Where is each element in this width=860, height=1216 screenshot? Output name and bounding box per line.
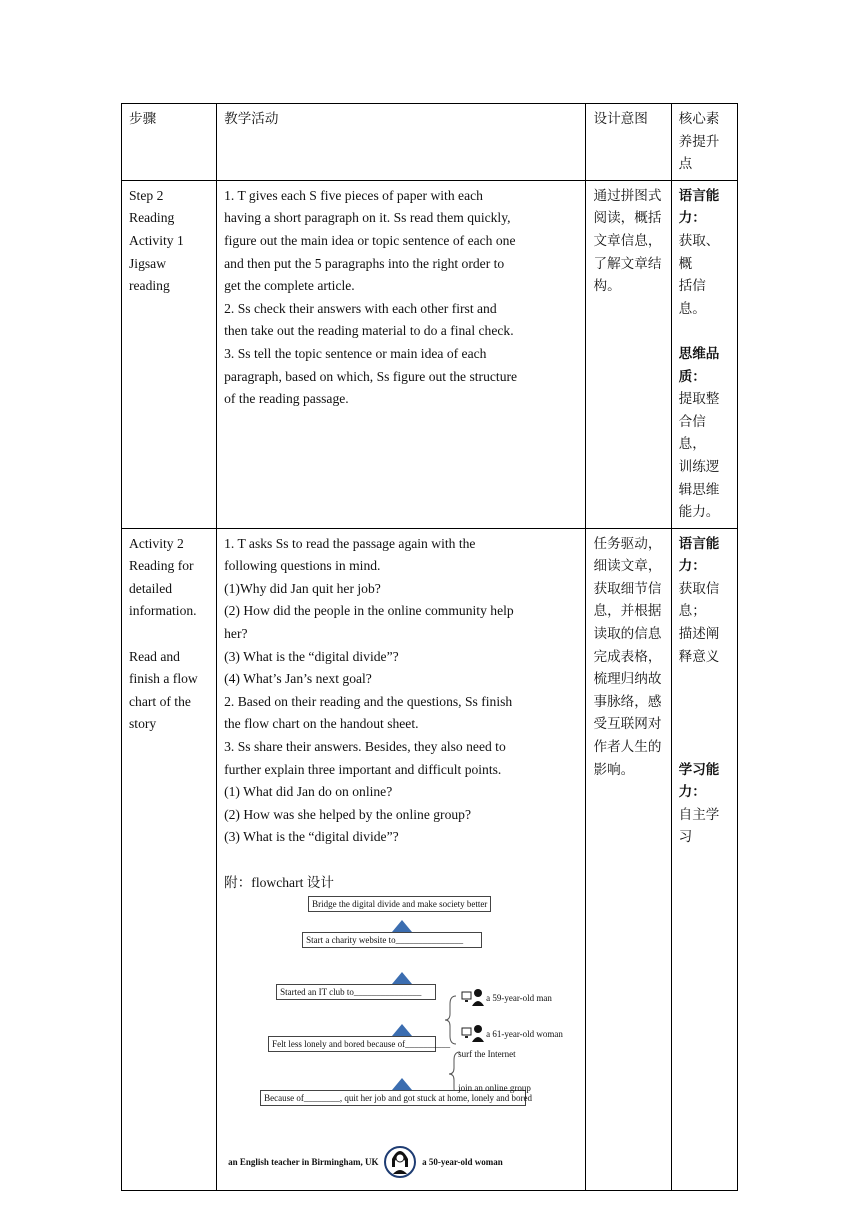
text-line: and then put the 5 paragraphs into the right order to [224,255,505,271]
row1-activity [217,180,586,528]
header-intent: 设计意图 [586,104,671,181]
text-line: 文章信息， [593,232,662,248]
header-row [122,104,738,181]
text-line: get the complete article. [224,278,355,294]
text-line: 训练逻 [678,458,720,474]
flowchart-caption: 附：flowchart 设计 [224,874,334,890]
text-line: 括信息。 [678,278,706,316]
text-line: Read and [129,648,180,664]
row1-core-thinking-title [679,343,730,388]
text-line: 自主学 [678,806,720,822]
flowchart-box-website: Start a charity website to_______________ [302,932,482,948]
text-line: 了解文章结 [593,255,662,271]
text-line: (3) What is the “digital divide”? [224,648,399,664]
text-line: 任务驱动， [593,535,662,551]
text-line: 构。 [593,278,621,294]
text-line: 力： [678,558,706,574]
text-line: 语言能 [678,535,720,551]
text-line: 释意义 [678,648,720,664]
text-line: information. [129,603,197,619]
text-line: further explain three important and difficult points. [224,761,502,777]
text-line: her? [224,626,248,642]
text-line: 2. Ss check their answers with each other first and [224,300,497,316]
row2-core-learning-body [679,804,730,849]
text-line: 思维品 [678,345,720,361]
text-line: 梳理归纳故 [593,671,662,687]
text-line: 获取、概 [678,232,720,271]
text-line: reading [129,278,170,294]
text-block [593,533,663,782]
row1-core-thinking-body [679,388,730,524]
label-50-woman: a 50-year-old woman [422,1157,503,1168]
text-line: 描述阐 [678,626,720,642]
text-line: 通过拼图式 [593,187,662,203]
text-line: the flow chart on the handout sheet. [224,716,419,732]
text-line: 合信息， [678,413,706,452]
text-line: 获取信 [678,580,720,596]
row1-core-language-title [679,185,730,230]
text-line: 力： [678,784,706,800]
flowchart-box-itclub: Started an IT club to_______________ [276,984,436,1000]
text-line: story [129,716,157,732]
text-block [129,533,209,623]
row-activity-2 [122,528,738,1191]
text-line: chart of the [129,693,191,709]
text-line: Jigsaw [129,255,167,271]
text-block [224,185,578,411]
text-line: 辑思维 [678,481,720,497]
label-61-woman: a 61-year-old woman [486,1029,563,1040]
text-line: detailed [129,580,173,596]
text-line: 阅读，概括 [593,210,662,226]
text-line: (2) How was she helped by the online group? [224,806,472,822]
text-line: (4) What’s Jan’s next goal? [224,671,372,687]
header-core: 核心素养提升点 [671,104,737,181]
text-line: 事脉络，感 [593,693,662,709]
text-line: 完成表格， [593,648,662,664]
text-line: 1. T gives each S five pieces of paper with each [224,187,483,203]
text-line: 学习能 [678,761,720,777]
text-line: Step 2 [129,187,164,203]
text-line: following questions in mind. [224,558,381,574]
text-line: (3) What is the “digital divide”? [224,829,399,845]
text-line: 习 [678,829,693,845]
flowchart-box-lonely: Felt less lonely and bored because of__________ [268,1036,436,1052]
text-line: figure out the main idea or topic sentence of each one [224,232,516,248]
label-surf: surf the Internet [458,1049,516,1060]
computer-person-icon-2 [462,1025,484,1042]
row2-step [122,528,217,1191]
text-line: 质： [678,368,706,384]
text-line: 息，并根据 [593,603,662,619]
flowchart-box-goal: Bridge the digital divide and make society better [308,896,491,912]
flowchart-box-cause: Because of________, quit her job and got stuck at home, lonely and bored [260,1090,526,1106]
text-line: 影响。 [593,761,635,777]
text-line: 获取细节信 [593,580,662,596]
text-block [224,533,578,849]
row-activity-1 [122,180,738,528]
header-step: 步骤 [122,104,217,181]
label-59-man: a 59-year-old man [486,993,552,1004]
row2-core-learning-title [679,759,730,804]
header-activity: 教学活动 [217,104,586,181]
text-line: 能力。 [678,504,720,520]
text-line: 3. Ss share their answers. Besides, they also need to [224,739,506,755]
text-line: of the reading passage. [224,391,349,407]
text-line: then take out the reading material to do a final check. [224,323,514,339]
row2-intent [586,528,671,1191]
flowchart [224,896,564,1186]
text-line: 作者人生的 [593,739,662,755]
text-line: (1) What did Jan do on online? [224,784,393,800]
text-line: 1. T asks Ss to read the passage again with the [224,535,476,551]
lesson-plan-table [121,103,738,1191]
text-line: having a short paragraph on it. Ss read them quickly, [224,210,511,226]
text-line: paragraph, based on which, Ss figure out the structure [224,368,518,384]
text-line: 2. Based on their reading and the questions, Ss finish [224,693,513,709]
text-block [593,185,663,298]
text-line: 细读文章， [593,558,662,574]
text-line: (2) How did the people in the online community help [224,603,514,619]
row1-step [122,180,217,528]
text-line: Reading [129,210,175,226]
text-line: 力： [678,210,706,226]
label-join: join an online group [458,1083,531,1094]
text-line: 息； [678,603,706,619]
text-line: (1)Why did Jan quit her job? [224,580,381,596]
text-line: finish a flow [129,671,198,687]
row1-intent [586,180,671,528]
label-teacher: an English teacher in Birmingham, UK [228,1157,379,1168]
woman-avatar-icon [385,1147,415,1177]
text-line: Activity 1 [129,232,184,248]
text-line: 受互联网对 [593,716,662,732]
row2-core-language-body [679,578,730,668]
row2-activity [217,528,586,1191]
row1-core-language-body [679,230,730,320]
text-block [129,185,209,298]
text-line: Activity 2 [129,535,184,551]
text-line: 提取整 [678,391,720,407]
text-line: 3. Ss tell the topic sentence or main idea of each [224,345,487,361]
text-line: Reading for [129,558,194,574]
row2-core-language-title [679,533,730,578]
text-line: 语言能 [678,187,720,203]
text-block [129,646,209,736]
text-line: 读取的信息 [593,626,662,642]
row1-core [671,180,737,528]
computer-person-icon-1 [462,989,484,1006]
row2-core [671,528,737,1191]
